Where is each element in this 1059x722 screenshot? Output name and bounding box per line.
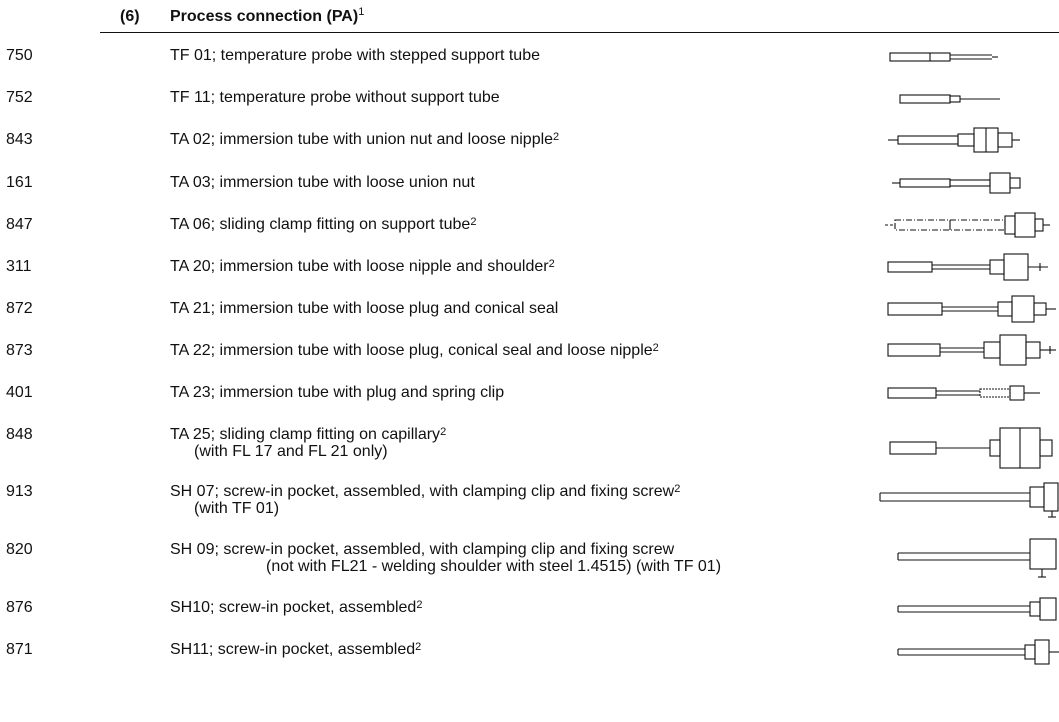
- row-code: 750: [6, 47, 33, 64]
- row-text: TF 11; temperature probe without support tube: [170, 89, 500, 106]
- row-description: [170, 384, 504, 401]
- plug-conical-seal-icon: [880, 294, 1059, 324]
- row-description: [170, 89, 500, 106]
- row-description: [170, 342, 659, 359]
- row-description: [170, 258, 555, 275]
- row-text: SH10; screw-in pocket, assembled: [170, 599, 417, 616]
- row-description: [170, 47, 540, 64]
- row-footnote: 2: [415, 641, 422, 653]
- union-nut-nipple-icon: [880, 125, 1059, 155]
- pocket-clip-screw-icon: [880, 481, 1059, 521]
- section-number: (6): [120, 8, 140, 25]
- sliding-clamp-icon: [880, 210, 1059, 240]
- spring-clip-icon: [880, 380, 1059, 406]
- row-code: 843: [6, 131, 33, 148]
- row-text: TA 02; immersion tube with union nut and loose nipple: [170, 131, 554, 148]
- row-code: 752: [6, 89, 33, 106]
- row-description: [170, 599, 422, 616]
- row-code: 848: [6, 426, 33, 443]
- row-text: TA 03; immersion tube with loose union nut: [170, 174, 475, 191]
- row-note: (not with FL21 - welding shoulder with steel 1.4515) (with TF 01): [266, 558, 722, 575]
- row-footnote: 2: [548, 258, 555, 270]
- row-footnote: 2: [470, 216, 477, 228]
- section-title-footnote: 1: [358, 6, 365, 18]
- row-footnote: 2: [416, 599, 423, 611]
- row-footnote: 2: [440, 426, 447, 438]
- stepped-probe-icon: [880, 49, 1059, 69]
- row-code: 401: [6, 384, 33, 401]
- row-description: [170, 483, 680, 517]
- row-text: TA 06; sliding clamp fitting on support tube: [170, 216, 471, 233]
- row-description: [170, 641, 421, 658]
- nipple-shoulder-icon: [880, 252, 1059, 282]
- row-note: (with FL 17 and FL 21 only): [194, 443, 388, 460]
- row-text: SH 07; screw-in pocket, assembled, with clamping clip and fixing screw: [170, 483, 675, 500]
- row-text: TA 25; sliding clamp fitting on capillary: [170, 426, 441, 443]
- row-description: [170, 216, 476, 233]
- row-footnote: 2: [652, 342, 659, 354]
- row-code: 913: [6, 483, 33, 500]
- row-code: 847: [6, 216, 33, 233]
- plug-seal-nipple-icon: [880, 334, 1059, 366]
- header-rule: [100, 32, 1059, 33]
- row-description: [170, 541, 721, 575]
- row-text: SH11; screw-in pocket, assembled: [170, 641, 416, 658]
- row-code: 876: [6, 599, 33, 616]
- row-code: 311: [6, 258, 32, 275]
- capillary-clamp-icon: [880, 424, 1059, 470]
- plain-probe-icon: [880, 91, 1059, 111]
- section-title-text: Process connection (PA): [170, 8, 359, 25]
- row-code: 871: [6, 641, 33, 658]
- screw-in-pocket-long-icon: [880, 637, 1059, 665]
- pocket-welding-icon: [880, 535, 1059, 583]
- union-nut-icon: [880, 168, 1059, 198]
- row-text: SH 09; screw-in pocket, assembled, with clamping clip and fixing screw: [170, 541, 675, 558]
- row-note: (with TF 01): [194, 500, 280, 517]
- section-title: [170, 8, 364, 26]
- row-description: [170, 131, 559, 148]
- row-text: TA 23; immersion tube with plug and spring clip: [170, 384, 505, 401]
- row-code: 161: [6, 174, 33, 191]
- row-text: TA 20; immersion tube with loose nipple and shoulder: [170, 258, 549, 275]
- row-text: TA 21; immersion tube with loose plug and conical seal: [170, 300, 559, 317]
- row-code: 820: [6, 541, 33, 558]
- row-code: 872: [6, 300, 33, 317]
- row-text: TA 22; immersion tube with loose plug, conical seal and loose nipple: [170, 342, 653, 359]
- row-description: [170, 300, 558, 317]
- row-footnote: 2: [674, 483, 681, 495]
- row-text: TF 01; temperature probe with stepped support tube: [170, 47, 540, 64]
- screw-in-pocket-icon: [880, 595, 1059, 623]
- row-code: 873: [6, 342, 33, 359]
- row-description: [170, 426, 446, 460]
- row-footnote: 2: [553, 131, 560, 143]
- row-description: [170, 174, 475, 191]
